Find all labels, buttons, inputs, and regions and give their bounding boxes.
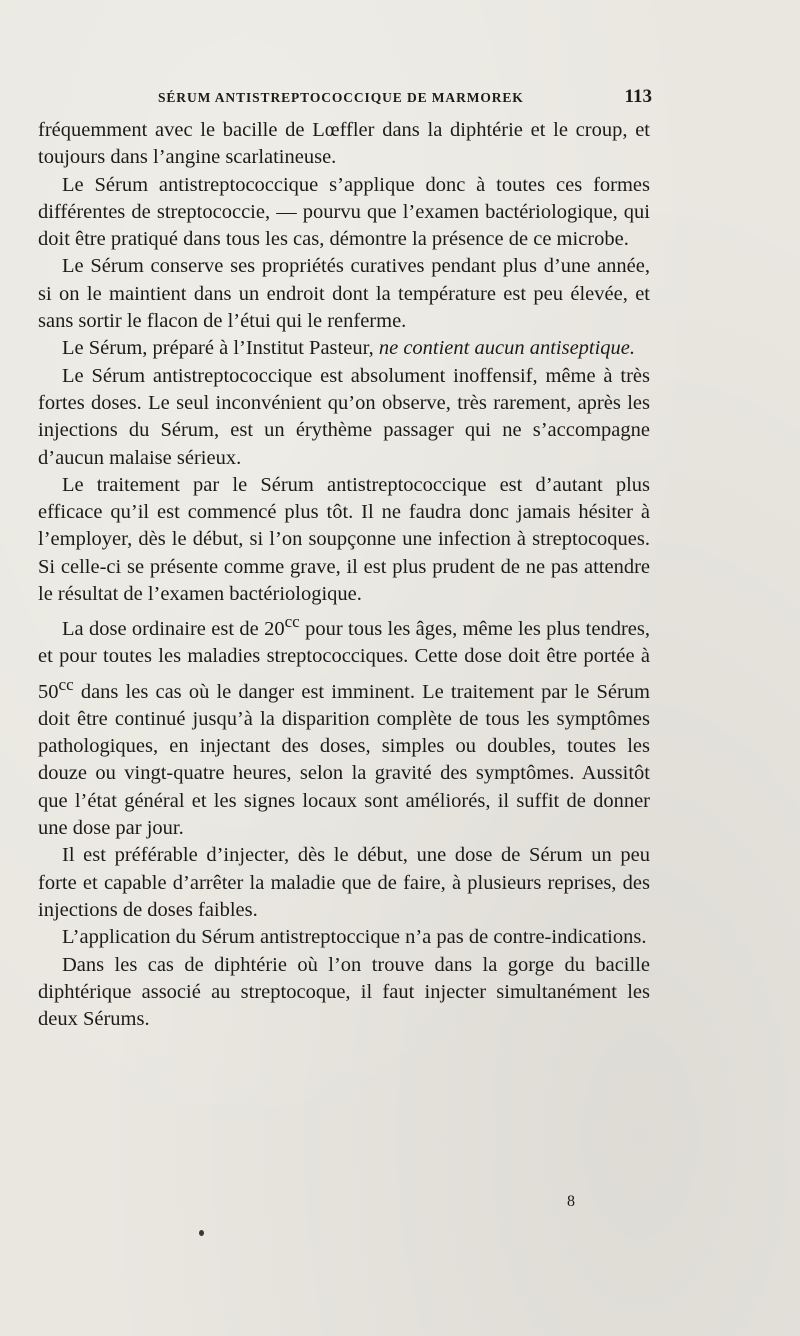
paragraph-early-treatment: Le traitement par le Sérum antistreptococcique est d’autant plus efficace qu’il est commencé plus tôt. Il ne faudra donc jamais hésiter à l’employer, dès le début, si l’on soupçonne une infection à streptocoques. Si celle-ci se présente comme grave, il est plus prudent de ne pas attendre le résultat de l’examen bactériologique.: [38, 473, 650, 606]
dosage-unit-first: cc: [284, 612, 300, 632]
paragraph-no-antiseptic: [38, 335, 650, 362]
paragraph-contraindications: L’application du Sérum antistreptoccique n’a pas de contre-indications.: [62, 926, 647, 949]
body-text: [38, 117, 650, 1033]
paragraph-dosage: [38, 608, 650, 842]
dosage-text-middle: pour tous les âges, même les plus tendres, et pour toutes les maladies streptococciques. Cette dose doit être portée à 50: [38, 618, 650, 703]
dosage-text-start: La dose ordinaire est de 20: [62, 618, 285, 641]
paragraph-strong-dose: Il est préférable d’injecter, dès le début, une dose de Sérum un peu forte et capable d’arrêter la maladie que de faire, à plusieurs reprises, des injections de doses faibles.: [38, 844, 650, 921]
dosage-text-end: dans les cas où le danger est imminent. Le traitement par le Sérum doit être continué jusqu’à la disparition complète de tous les symptômes pathologiques, en injectant des doses, simples ou doubles, toutes les douze ou vingt-quatre heures, selon la gravité des symptômes. Aussitôt que l’état général et les signes locaux sont améliorés, il suffit de donner une dose par jour.: [38, 680, 650, 840]
page-number: 113: [624, 86, 652, 107]
dosage-unit-second: cc: [58, 674, 74, 694]
paragraph-no-antiseptic-lead: Le Sérum, préparé à l’Institut Pasteur,: [62, 337, 379, 360]
running-header: [158, 88, 652, 114]
signature-mark: 8: [567, 1193, 575, 1210]
running-title: SÉRUM ANTISTREPTOCOCCIQUE DE MARMOREK: [158, 90, 524, 105]
ink-speck: [199, 1230, 204, 1236]
paragraph-continuation: fréquemment avec le bacille de Lœffler dans la diphtérie et le croup, et toujours dans l’angine scarlatineuse.: [38, 119, 650, 169]
paragraph-diphtheria-association: Dans les cas de diphtérie où l’on trouve dans la gorge du bacille diphtérique associé au streptocoque, il faut injecter simultanément les deux Sérums.: [38, 953, 650, 1031]
paragraph-application-scope: Le Sérum antistreptococcique s’applique donc à toutes ces formes différentes de streptococcie, — pourvu que l’examen bactériologique, qui doit être pratiqué dans tous les cas, démontre la présence de ce microbe.: [38, 173, 650, 251]
paragraph-conservation: Le Sérum conserve ses propriétés curatives pendant plus d’une année, si on le maintient dans un endroit dont la température est peu élevée, et sans sortir le flacon de l’étui qui le renferme.: [38, 255, 650, 333]
paragraph-harmlessness: Le Sérum antistreptococcique est absolument inoffensif, même à très fortes doses. Le seul inconvénient qu’on observe, très rarement, après les injections du Sérum, est un érythème passager qui ne s’accompagne d’aucun malaise sérieux.: [38, 364, 650, 469]
paragraph-no-antiseptic-emphasis: ne contient aucun antiseptique.: [378, 337, 636, 360]
